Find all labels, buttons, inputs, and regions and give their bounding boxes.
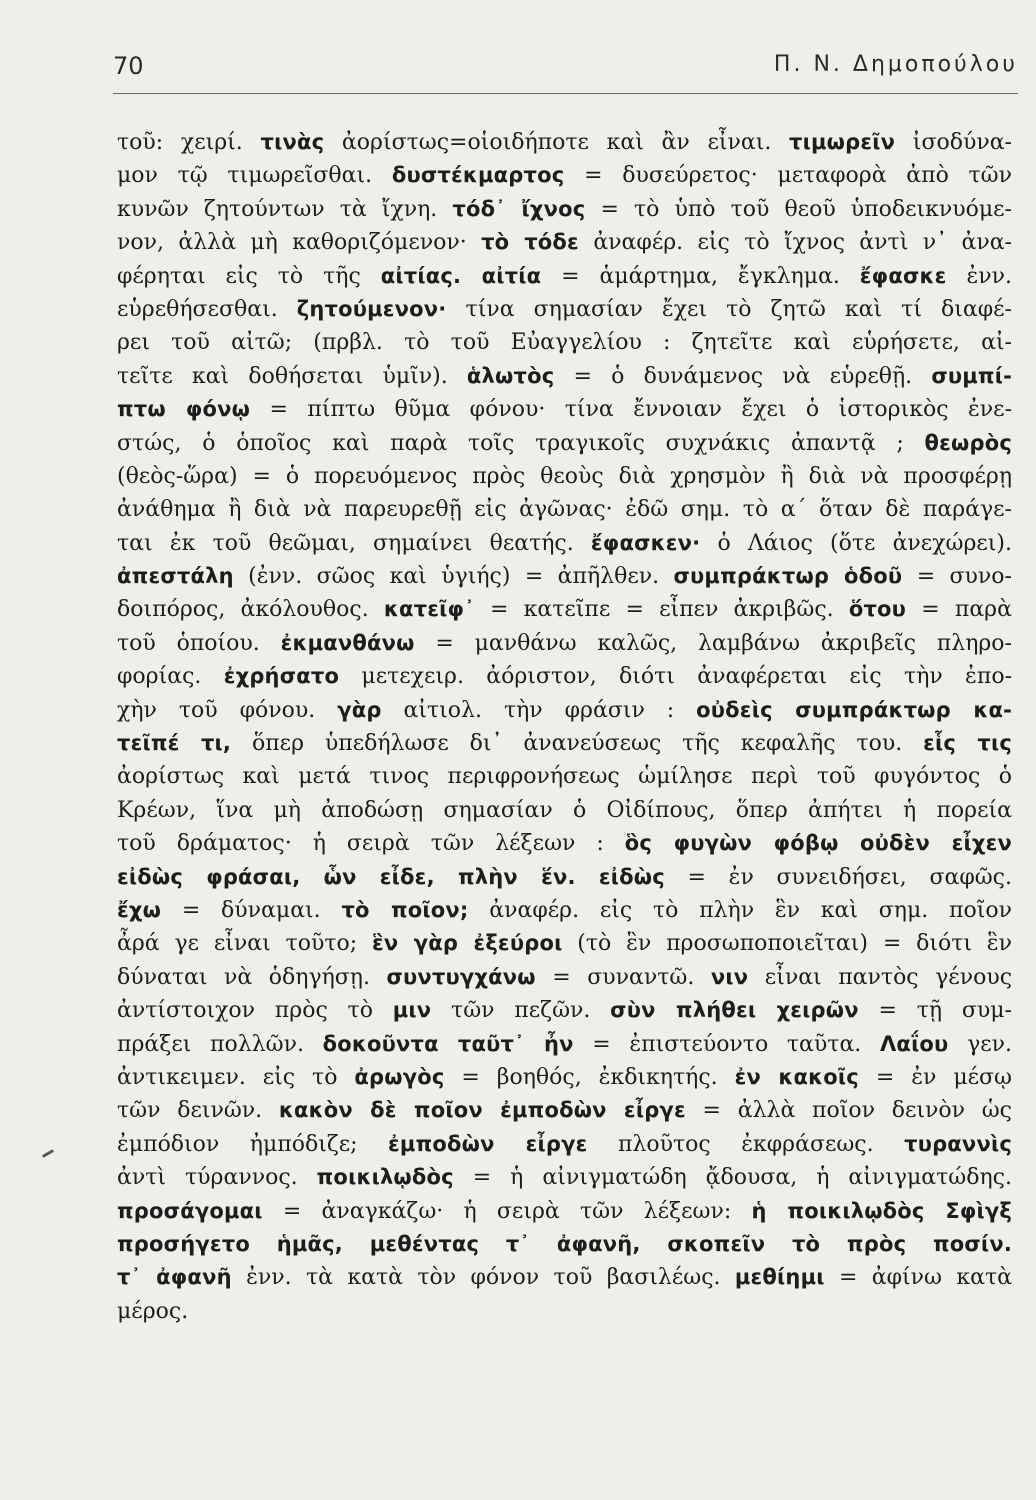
lemma-term: τινὰς: [260, 130, 325, 154]
text-line: [117, 560, 1012, 593]
lemma-term: ζητούμενον·: [296, 296, 447, 321]
text-line: [117, 293, 1012, 326]
gloss-text: = ἀναγκάζω· ἡ σειρὰ τῶν λέξεων:: [262, 1198, 752, 1224]
lemma-term: τὸ τόδε: [481, 230, 579, 255]
text-line: [117, 593, 1012, 626]
text-line: [117, 360, 1012, 393]
text-line: [117, 660, 1012, 693]
lemma-term: αἰτίας. αἰτία: [380, 263, 542, 288]
gloss-text: = τῇ συμ-: [858, 998, 1012, 1024]
lemma-term: γὰρ: [337, 697, 382, 722]
gloss-text: = δυσεύρετος· μεταφορὰ ἀπὸ τῶν: [564, 163, 1012, 189]
text-line: [117, 694, 1012, 727]
gloss-text: φορίας.: [117, 664, 224, 690]
lemma-term: εἰδὼς φράσαι, ὧν εἶδε, πλὴν ἕν. εἰδὼς: [117, 864, 665, 889]
text-line: [117, 794, 1012, 827]
gloss-text: ται ἐκ τοῦ θεῶμαι, σημαίνει θεατής.: [117, 530, 591, 556]
lemma-term: νιν: [710, 964, 749, 989]
gloss-text: χὴν τοῦ φόνου.: [117, 697, 338, 723]
gloss-text: = κατεῖπε = εἶπεν ἀκριβῶς.: [474, 597, 849, 623]
gloss-text: εἶναι παντὸς γένους: [748, 964, 1012, 990]
text-line: [117, 861, 1012, 894]
gloss-text: (θεὸς-ὥρα) = ὁ πορευόμενος πρὸς θεοὺς διὰ χρησμὸν ἢ διὰ νὰ προσφέρῃ: [117, 463, 1012, 489]
margin-mark: [42, 1149, 54, 1158]
lemma-term: μεθίημι: [734, 1265, 825, 1290]
gloss-text: (ἐνν. σῶος καὶ ὑγιής) = ἀπῆλθεν.: [233, 564, 674, 590]
gloss-text: ἀορίστως=οἱοιδήποτε καὶ ἂν εἶναι.: [324, 130, 790, 155]
gloss-text: γεν.: [948, 1031, 1012, 1057]
gloss-text: νον, ἀλλὰ μὴ καθοριζόμενον·: [117, 230, 482, 256]
lemma-term: ἐμποδὼν εἶργε: [388, 1131, 588, 1156]
lemma-term: τεῖπέ τι,: [117, 731, 232, 756]
lemma-term: μιν: [392, 998, 432, 1023]
lemma-term: δοκοῦντα ταῦτ᾽ ἦν: [322, 1031, 574, 1056]
lemma-term: συντυγχάνω: [386, 964, 536, 989]
text-line: [117, 427, 1012, 460]
text-line: [117, 994, 1012, 1027]
lemma-term: ἔφασκεν·: [590, 530, 701, 555]
gloss-text: ἀορίστως καὶ μετά τινος περιφρονήσεως ὡμίλησε περὶ τοῦ φυγόντος ὁ: [117, 764, 1012, 790]
lemma-term: ποικιλῳδὸς: [316, 1165, 454, 1190]
gloss-text: τίνα σημασίαν ἔχει τὸ ζητῶ καὶ τί διαφέ-: [446, 296, 1012, 322]
gloss-text: = ἀλλὰ ποῖον δεινὸν ὡς: [685, 1098, 1012, 1124]
text-line: [117, 1028, 1012, 1061]
lemma-term: ἓν γὰρ ἐξεύροι: [372, 931, 563, 956]
gloss-text: ἀντὶ τύραννος.: [117, 1165, 317, 1191]
text-line: [117, 260, 1012, 293]
lemma-term: ἔχω: [117, 897, 162, 922]
text-line: [117, 1061, 1012, 1094]
gloss-text: τοῦ: χειρί.: [117, 130, 261, 155]
text-line: [117, 1295, 1012, 1328]
lemma-term: δυστέκμαρτος: [391, 163, 565, 188]
lemma-term: κατεῖφ᾽: [383, 597, 475, 622]
lemma-term: ὃς φυγὼν φόβῳ οὐδὲν εἶχεν: [624, 831, 1012, 856]
gloss-text: εὑρεθήσεσθαι.: [117, 296, 297, 322]
running-head: Π. Ν. Δημοπούλου: [773, 52, 1018, 77]
lemma-term: ἐκμανθάνω: [280, 630, 415, 655]
lemma-term: ἀπεστάλη: [117, 564, 234, 589]
gloss-text: = ἀφίνω κατὰ: [824, 1265, 1012, 1291]
gloss-text: = ἡ αἰνιγματώδη ᾄδουσα, ἡ αἰνιγματώδης.: [453, 1165, 1012, 1191]
text-line: [117, 894, 1012, 927]
gloss-text: πράξει πολλῶν.: [117, 1031, 323, 1057]
gloss-text: = τὸ ὑπὸ τοῦ θεοῦ ὑποδεικνυόμε-: [585, 196, 1012, 222]
lemma-term: τὸ ποῖον;: [341, 897, 469, 922]
lemma-term: εἷς τις: [923, 731, 1012, 756]
gloss-text: στώς, ὁ ὁποῖος καὶ παρὰ τοῖς τραγικοῖς συχνάκις ἀπαντᾷ ;: [117, 430, 925, 456]
lemma-term: ἐχρήσατο: [223, 664, 340, 689]
gloss-text: μέρος.: [117, 1298, 189, 1324]
header-rule: [113, 93, 1018, 94]
text-line: [117, 527, 1012, 560]
gloss-text: τοῦ ὁποίου.: [117, 630, 281, 656]
text-line: [117, 226, 1012, 259]
gloss-text: ρει τοῦ αἰτῶ; (πρβλ. τὸ τοῦ Εὐαγγελίου : ζητεῖτε καὶ εὑρήσετε, αἰ-: [117, 330, 1012, 356]
gloss-text: κυνῶν ζητούντων τὰ ἴχνη.: [117, 196, 453, 222]
text-line: [117, 1161, 1012, 1194]
lemma-term: συμπί-: [931, 363, 1012, 388]
gloss-text: = βοηθός, ἐκδικητής.: [444, 1064, 735, 1090]
lemma-term: προσάγομαι: [117, 1198, 263, 1223]
text-line: [117, 493, 1012, 526]
lemma-term: ἁλωτὸς: [466, 363, 555, 388]
text-line: [117, 1228, 1012, 1261]
text-line: [117, 1094, 1012, 1127]
lemma-term: ἡ ποικιλῳδὸς Σφὶγξ: [751, 1198, 1012, 1223]
text-line: [117, 1128, 1012, 1161]
gloss-text: ὅπερ ὑπεδήλωσε δι᾽ ἀνανεύσεως τῆς κεφαλῆς του.: [231, 731, 924, 757]
gloss-text: = πίπτω θῦμα φόνου· τίνα ἔννοιαν ἔχει ὁ ἱστορικὸς ἐνε-: [250, 397, 1012, 423]
text-line: [117, 627, 1012, 660]
lemma-term: τόδ᾽ ἴχνος: [452, 196, 586, 221]
text-line: [117, 193, 1012, 226]
lemma-term: τ᾽ ἀφανῆ: [117, 1265, 232, 1290]
gloss-text: ἐνν. τὰ κατὰ τὸν φόνον τοῦ βασιλέως.: [231, 1265, 735, 1291]
text-line: [117, 961, 1012, 994]
gloss-text: τῶν πεζῶν.: [431, 998, 611, 1024]
gloss-text: μετεχειρ. ἀόριστον, διότι ἀναφέρεται εἰς τὴν ἐπο-: [339, 664, 1012, 690]
page-number: 70: [113, 52, 144, 80]
gloss-text: = ὁ δυνάμενος νὰ εὑρεθῇ.: [554, 363, 932, 389]
gloss-text: δοιπόρος, ἀκόλουθος.: [117, 597, 384, 623]
gloss-text: πλοῦτος ἐκφράσεως.: [587, 1131, 905, 1157]
lemma-term: θεωρὸς: [924, 430, 1012, 455]
lemma-term: Λαΐου: [879, 1031, 949, 1056]
gloss-text: μον τῷ τιμωρεῖσθαι.: [117, 163, 392, 189]
text-line: [117, 393, 1012, 426]
lemma-term: προσήγετο ἡμᾶς, μεθέντας τ᾽ ἀφανῆ, σκοπεῖν τὸ πρὸς ποσίν.: [117, 1231, 1012, 1256]
lemma-term: ἐν κακοῖς: [734, 1064, 859, 1089]
commentary-text: [117, 126, 1012, 1328]
gloss-text: = ἁμάρτημα, ἔγκλημα.: [541, 263, 860, 289]
gloss-text: δύναται νὰ ὁδηγήσῃ.: [117, 964, 387, 990]
gloss-text: = ἐν μέσῳ: [858, 1064, 1012, 1090]
gloss-text: τῶν δεινῶν.: [117, 1098, 279, 1124]
text-line: [117, 927, 1012, 960]
gloss-text: ἐμπόδιον ἠμπόδιζε;: [117, 1131, 389, 1157]
gloss-text: ἆρά γε εἶναι τοῦτο;: [117, 931, 372, 957]
lemma-term: συμπράκτωρ ὁδοῦ: [673, 564, 903, 589]
text-line: [117, 1261, 1012, 1294]
gloss-text: (τὸ ἓν προσωποποιεῖται) = διότι ἓν: [562, 931, 1012, 957]
gloss-text: = ἐν συνειδήσει, σαφῶς.: [664, 864, 1012, 890]
text-line: [117, 460, 1012, 493]
gloss-text: = ἐπιστεύοντο ταῦτα.: [573, 1031, 880, 1057]
lemma-term: ἔφασκε: [859, 263, 947, 288]
gloss-text: Κρέων, ἵνα μὴ ἀποδώσῃ σημασίαν ὁ Οἰδίπους, ὅπερ ἀπήτει ἡ πορεία: [117, 797, 1012, 823]
gloss-text: ἀντίστοιχον πρὸς τὸ: [117, 998, 393, 1024]
lemma-term: τυραννὶς: [904, 1131, 1012, 1156]
gloss-text: = συναντῶ.: [535, 964, 711, 990]
gloss-text: = συνο-: [902, 564, 1012, 590]
gloss-text: = παρὰ: [906, 597, 1012, 623]
text-line: [117, 126, 1012, 159]
gloss-text: ἐνν.: [946, 263, 1012, 289]
lemma-term: τιμωρεῖν: [789, 130, 896, 154]
lemma-term: πτω φόνῳ: [117, 397, 251, 422]
text-line: [117, 326, 1012, 359]
text-line: [117, 760, 1012, 793]
gloss-text: ἰσοδύνα-: [895, 130, 1012, 155]
gloss-text: ἀναφέρ. εἰς τὸ πλὴν ἓν καὶ σημ. ποῖον: [468, 897, 1012, 923]
text-line: [117, 827, 1012, 860]
gloss-text: = μανθάνω καλῶς, λαμβάνω ἀκριβεῖς πληρο-: [414, 630, 1012, 656]
gloss-text: ἀντικειμεν. εἰς τὸ: [117, 1064, 355, 1090]
gloss-text: ἀνάθημα ἢ διὰ νὰ παρευρεθῇ εἰς ἀγῶνας· ἐδῶ σημ. τὸ α΄ ὅταν δὲ παράγε-: [117, 497, 1012, 523]
text-line: [117, 727, 1012, 760]
lemma-term: ἀρωγὸς: [354, 1064, 445, 1089]
gloss-text: φέρηται εἰς τὸ τῆς: [117, 263, 381, 289]
text-line: [117, 159, 1012, 192]
gloss-text: ἀναφέρ. εἰς τὸ ἴχνος ἀντὶ ν᾽ ἀνα-: [578, 230, 1012, 256]
gloss-text: ὁ Λάιος (ὅτε ἀνεχώρει).: [700, 530, 1012, 556]
lemma-term: ὅτου: [848, 597, 907, 622]
gloss-text: τεῖτε καὶ δοθήσεται ὑμῖν).: [117, 363, 467, 389]
text-line: [117, 1195, 1012, 1228]
page-header: [113, 52, 1018, 88]
lemma-term: κακὸν δὲ ποῖον ἐμποδὼν εἶργε: [278, 1098, 686, 1123]
lemma-term: σὺν πλήθει χειρῶν: [610, 998, 859, 1023]
gloss-text: αἰτιολ. τὴν φράσιν :: [381, 697, 697, 723]
gloss-text: τοῦ δράματος· ἡ σειρὰ τῶν λέξεων :: [117, 831, 625, 857]
gloss-text: = δύναμαι.: [161, 897, 342, 923]
lemma-term: οὐδεὶς συμπράκτωρ κα-: [696, 697, 1012, 722]
